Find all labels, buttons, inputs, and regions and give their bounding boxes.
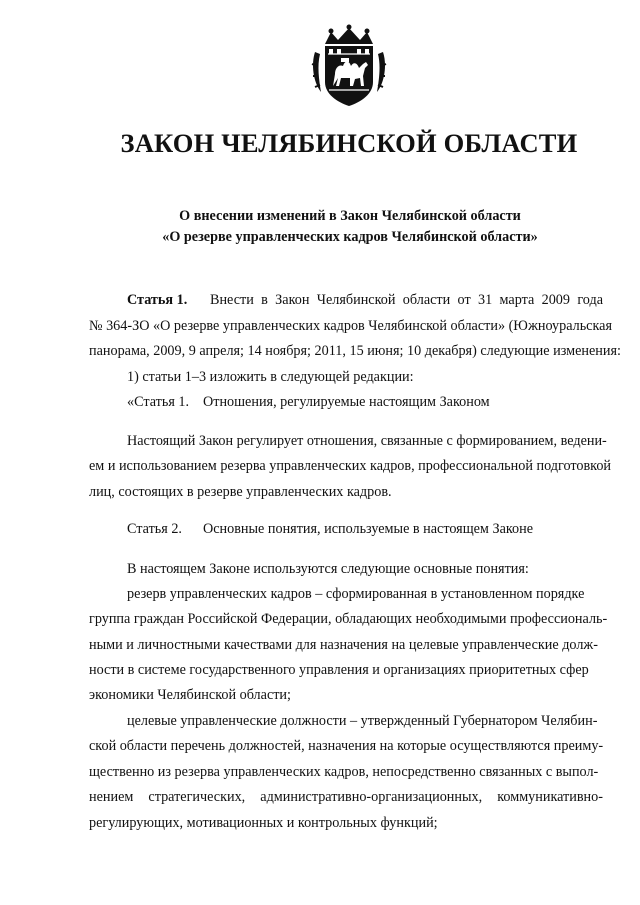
- article1-paragraph-line2: ем и использованием резерва управленческих кадров, профессиональной подготовкой: [89, 458, 612, 474]
- document-subtitle-line2: «О резерве управленческих кадров Челябинской области»: [162, 229, 538, 245]
- target-line4-word: административно-организационных,: [260, 789, 483, 805]
- document-subtitle-line1: О внесении изменений в Закон Челябинской области: [179, 208, 521, 224]
- target-positions-line1: целевые управленческие должности – утвержденный Губернатором Челябин-: [127, 713, 598, 729]
- new-article1-heading-label: «Статья 1.: [127, 394, 190, 410]
- document-title: ЗАКОН ЧЕЛЯБИНСКОЙ ОБЛАСТИ: [120, 128, 578, 158]
- new-article2-heading-text: Основные понятия, используемые в настоящем Законе: [203, 521, 534, 537]
- target-line4-word: нением: [89, 789, 134, 805]
- target-positions-line3: щественно из резерва управленческих кадров, непосредственно связанных с выпол-: [89, 764, 599, 780]
- reserve-definition-line2: группа граждан Российской Федерации, обладающих необходимыми профессиональ-: [89, 611, 608, 627]
- article1-line2: № 364-ЗО «О резерве управленческих кадров Челябинской области» (Южноуральская: [89, 318, 612, 334]
- reserve-definition-line3: ными и личностными качествами для назначения на целевые управленческие долж-: [89, 637, 598, 653]
- target-positions-line5: регулирующих, мотивационных и контрольных функций;: [89, 815, 438, 831]
- reserve-definition-line1: резерв управленческих кадров – сформированная в установленном порядке: [127, 586, 585, 602]
- article1-paragraph-line3: лиц, состоящих в резерве управленческих кадров.: [89, 484, 392, 500]
- reserve-definition-line4: ности в системе государственного управления и организациях приоритетных сфер: [89, 662, 589, 678]
- reserve-definition-line5: экономики Челябинской области;: [89, 687, 291, 703]
- target-line4-word: стратегических,: [148, 789, 246, 805]
- target-line4-word: коммуникативно-: [497, 789, 603, 805]
- article1-line1: [127, 291, 603, 309]
- new-article2-heading-label: Статья 2.: [127, 521, 182, 537]
- article2-intro: В настоящем Законе используются следующие основные понятия:: [127, 561, 529, 577]
- article1-line3: панорама, 2009, 9 апреля; 14 ноября; 2011, 15 июня; 10 декабря) следующие изменения:: [89, 343, 621, 359]
- target-positions-line2: ской области перечень должностей, назначения на которые осуществляются преиму-: [89, 738, 604, 754]
- target-positions-line4: [89, 788, 603, 806]
- article1-paragraph-line1: Настоящий Закон регулирует отношения, связанные с формированием, ведени-: [127, 433, 607, 449]
- article1-label: Статья 1.: [127, 292, 188, 308]
- article1-line1-text: Внести в Закон Челябинской области от 31 марта 2009 года: [210, 292, 603, 308]
- amendment-item1: 1) статьи 1–3 изложить в следующей редакции:: [127, 369, 414, 385]
- new-article1-heading-text: Отношения, регулируемые настоящим Законом: [203, 394, 490, 410]
- chelyabinsk-coat-of-arms-icon: [311, 24, 387, 108]
